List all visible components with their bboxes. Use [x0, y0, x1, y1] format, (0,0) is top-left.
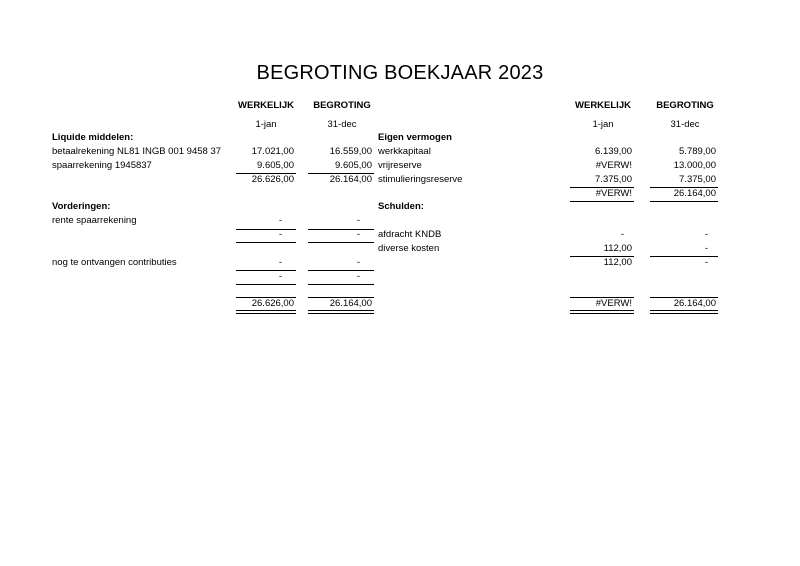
sum-line: [308, 284, 374, 285]
nog-werkelijk: -: [278, 257, 282, 268]
nog-label: nog te ontvangen contributies: [52, 257, 177, 268]
afdracht-label: afdracht KNDB: [378, 229, 442, 240]
schulden-heading: Schulden:: [378, 201, 424, 212]
schulden-total-begroting: -: [704, 257, 708, 268]
header-date-end-left: 31-dec: [327, 119, 357, 130]
schulden-total-werkelijk: 112,00: [603, 257, 632, 268]
header-werkelijk-right: WERKELIJK: [575, 100, 631, 111]
right-row-werkelijk: 6.139,00: [595, 146, 632, 157]
header-werkelijk-left: WERKELIJK: [238, 100, 294, 111]
left-grand-total-werkelijk: 26.626,00: [251, 298, 294, 309]
afdracht-werkelijk: -: [620, 229, 624, 240]
right-row-begroting: 5.789,00: [679, 146, 716, 157]
right-row-begroting: 7.375,00: [679, 174, 716, 185]
left-grand-total-begroting: 26.164,00: [329, 298, 372, 309]
left-row-label: spaarrekening 1945837: [52, 160, 152, 171]
double-underline: [308, 310, 374, 314]
header-begroting-right: BEGROTING: [656, 100, 714, 111]
header-date-end-right: 31-dec: [670, 119, 700, 130]
diverse-werkelijk: 112,00: [603, 243, 632, 254]
sum-line: [308, 242, 374, 243]
header-begroting-left: BEGROTING: [313, 100, 371, 111]
left-row-begroting: 16.559,00: [329, 146, 372, 157]
diverse-label: diverse kosten: [378, 243, 440, 254]
liquide-total-werkelijk: 26.626,00: [251, 174, 294, 185]
liquide-heading: Liquide middelen:: [52, 132, 134, 143]
nog-total-begroting: -: [356, 271, 360, 282]
page-title: BEGROTING BOEKJAAR 2023: [256, 62, 544, 84]
rente-begroting: -: [356, 215, 360, 226]
right-row-werkelijk: 7.375,00: [595, 174, 632, 185]
sum-line: [650, 201, 718, 202]
rente-werkelijk: -: [278, 215, 282, 226]
sum-line: [570, 201, 634, 202]
double-underline: [650, 310, 718, 314]
double-underline: [236, 310, 296, 314]
right-row-label: vrijreserve: [378, 160, 422, 171]
liquide-total-begroting: 26.164,00: [329, 174, 372, 185]
eigen-total-werkelijk: #VERW!: [595, 188, 632, 199]
sum-line: [236, 284, 296, 285]
right-row-begroting: 13.000,00: [673, 160, 716, 171]
right-row-label: stimulieringsreserve: [378, 174, 463, 185]
right-grand-total-werkelijk: #VERW!: [595, 298, 632, 309]
nog-begroting: -: [356, 257, 360, 268]
sum-line: [236, 242, 296, 243]
double-underline: [570, 310, 634, 314]
rente-label: rente spaarrekening: [52, 215, 137, 226]
left-row-werkelijk: 9.605,00: [257, 160, 294, 171]
header-date-start-right: 1-jan: [592, 119, 614, 130]
eigen-vermogen-heading: Eigen vermogen: [378, 132, 452, 143]
nog-total-werkelijk: -: [278, 271, 282, 282]
header-date-start-left: 1-jan: [255, 119, 277, 130]
right-row-label: werkkapitaal: [378, 146, 431, 157]
right-row-werkelijk: #VERW!: [595, 160, 632, 171]
afdracht-begroting: -: [704, 229, 708, 240]
vorderingen-heading: Vorderingen:: [52, 201, 111, 212]
eigen-total-begroting: 26.164,00: [673, 188, 716, 199]
rente-total-werkelijk: -: [278, 229, 282, 240]
left-row-begroting: 9.605,00: [335, 160, 372, 171]
left-row-label: betaalrekening NL81 INGB 001 9458 37: [52, 146, 222, 157]
right-grand-total-begroting: 26.164,00: [673, 298, 716, 309]
diverse-begroting: -: [704, 243, 708, 254]
left-row-werkelijk: 17.021,00: [251, 146, 294, 157]
rente-total-begroting: -: [356, 229, 360, 240]
